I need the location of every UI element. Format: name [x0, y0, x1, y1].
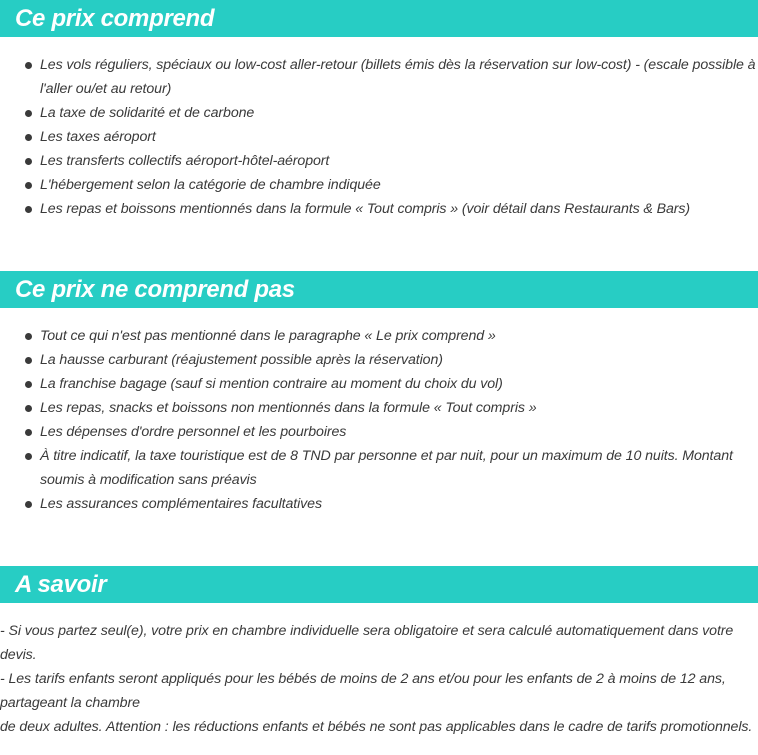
list-item: Les vols réguliers, spéciaux ou low-cost aller-retour (billets émis dès la réservation sur low-cost) - (escale possible à l'aller ou/et au retour) [0, 53, 758, 101]
section-title-not-included: Ce prix ne comprend pas [0, 271, 758, 308]
list-item: Les repas et boissons mentionnés dans la formule « Tout compris » (voir détail dans Restaurants & Bars) [0, 197, 758, 221]
list-item: Les assurances complémentaires facultatives [0, 492, 758, 516]
section-title-to-know: A savoir [0, 566, 758, 603]
list-item: Tout ce qui n'est pas mentionné dans le paragraphe « Le prix comprend » [0, 324, 758, 348]
to-know-paragraph: - Si vous partez seul(e), votre prix en chambre individuelle sera obligatoire et sera calculé automatiquement dans votre devis. [0, 623, 734, 663]
included-list [0, 53, 758, 221]
not-included-list [0, 324, 758, 516]
list-item: Les dépenses d'ordre personnel et les pourboires [0, 420, 758, 444]
list-item: À titre indicatif, la taxe touristique est de 8 TND par personne et par nuit, pour un maximum de 10 nuits. Montant soumis à modification sans préavis [0, 444, 758, 492]
list-item: La taxe de solidarité et de carbone [0, 101, 758, 125]
section-title-included: Ce prix comprend [0, 0, 758, 37]
list-item: Les taxes aéroport [0, 125, 758, 149]
list-item: La hausse carburant (réajustement possible après la réservation) [0, 348, 758, 372]
list-item: L'hébergement selon la catégorie de chambre indiquée [0, 173, 758, 197]
to-know-paragraph: de deux adultes. Attention : les réductions enfants et bébés ne sont pas applicables dans le cadre de tarifs promotionnels. [0, 719, 753, 735]
list-item: Les transferts collectifs aéroport-hôtel-aéroport [0, 149, 758, 173]
to-know-paragraph: - Les tarifs enfants seront appliqués pour les bébés de moins de 2 ans et/ou pour les enfants de 2 à moins de 12 ans, partageant la chambre [0, 671, 726, 711]
to-know-text [0, 619, 758, 739]
list-item: Les repas, snacks et boissons non mentionnés dans la formule « Tout compris » [0, 396, 758, 420]
list-item: La franchise bagage (sauf si mention contraire au moment du choix du vol) [0, 372, 758, 396]
